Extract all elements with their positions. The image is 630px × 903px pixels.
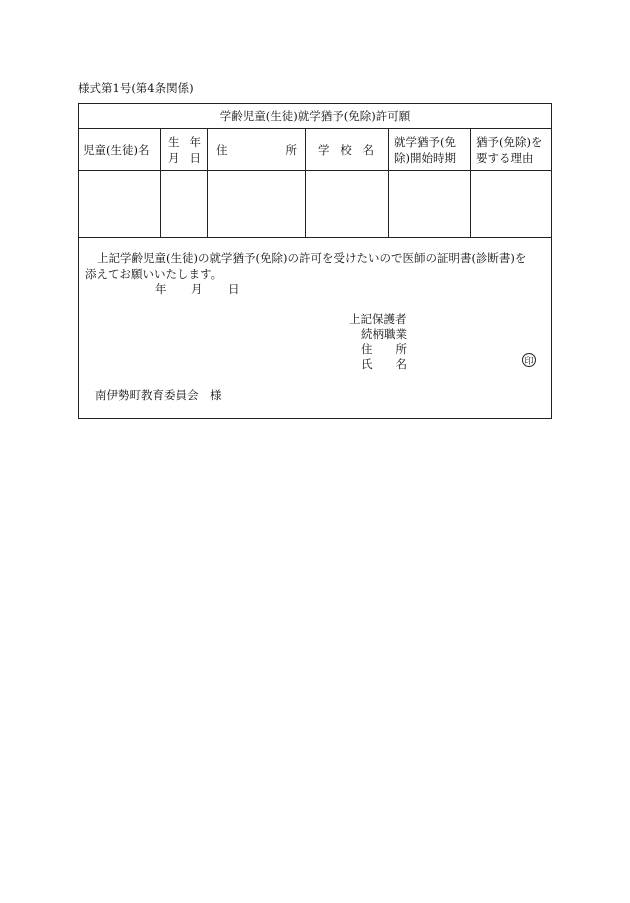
- school-label-b: 校: [340, 142, 352, 157]
- request-text-line2: 添えてお願いいたします。: [85, 267, 223, 281]
- birthdate-entry-cell[interactable]: [161, 171, 208, 237]
- form-title: 学齢児童(生徒)就学猶予(免除)許可願: [219, 109, 411, 123]
- guardian-relation-label: 続柄職業: [361, 327, 407, 341]
- seal-mark-icon: 印: [522, 353, 536, 367]
- date-day-label: 日: [228, 282, 240, 296]
- birth-label-1a: 生: [168, 134, 180, 149]
- date-line: [155, 281, 240, 297]
- application-form: [78, 103, 552, 419]
- guardian-address-b: 所: [395, 342, 407, 356]
- reason-entry-cell[interactable]: [471, 171, 551, 237]
- reason-line1: 猶予(免除)を: [476, 134, 543, 149]
- birth-label-2b: 日: [189, 150, 201, 165]
- school-label-a: 学: [318, 142, 330, 157]
- school-label-c: 名: [362, 142, 374, 157]
- birth-label-2a: 月: [168, 150, 180, 165]
- header-school: [306, 129, 389, 170]
- start-period-line1: 就学猶予(免: [394, 134, 456, 149]
- guardian-name-label: [361, 357, 407, 372]
- date-year-label: 年: [155, 282, 167, 296]
- request-text: [85, 250, 547, 282]
- start-period-entry-cell[interactable]: [389, 171, 471, 237]
- form-number: 様式第1号(第4条関係): [78, 81, 194, 95]
- header-name: [79, 129, 161, 170]
- start-period-line2: 除)開始時期: [394, 150, 456, 165]
- name-entry-cell[interactable]: [79, 171, 161, 237]
- header-reason: [471, 129, 551, 170]
- guardian-address-a: 住: [361, 342, 373, 356]
- guardian-name-a: 氏: [361, 357, 373, 371]
- birth-label-1b: 年: [189, 134, 201, 149]
- reason-line2: 要する理由: [476, 150, 534, 165]
- request-text-line1: 上記学齢児童(生徒)の就学猶予(免除)の許可を受けたいので医師の証明書(診断書)を: [97, 251, 527, 265]
- header-name-label: 児童(生徒)名: [83, 142, 150, 157]
- entry-row: [79, 171, 551, 238]
- guardian-label: 上記保護者: [349, 312, 407, 326]
- header-start-period: [389, 129, 471, 170]
- address-entry-cell[interactable]: [208, 171, 306, 237]
- guardian-name-b: 名: [395, 357, 407, 371]
- address-label-a: 住: [216, 142, 228, 157]
- address-label-b: 所: [285, 142, 297, 157]
- guardian-address-label: [361, 342, 407, 357]
- school-entry-cell[interactable]: [306, 171, 389, 237]
- form-title-row: [79, 104, 551, 129]
- guardian-block: [349, 312, 407, 372]
- date-month-label: 月: [191, 282, 203, 296]
- header-address: [208, 129, 306, 170]
- header-row: [79, 129, 551, 171]
- header-birthdate: [161, 129, 208, 170]
- addressee: 南伊勢町教育委員会 様: [95, 388, 222, 402]
